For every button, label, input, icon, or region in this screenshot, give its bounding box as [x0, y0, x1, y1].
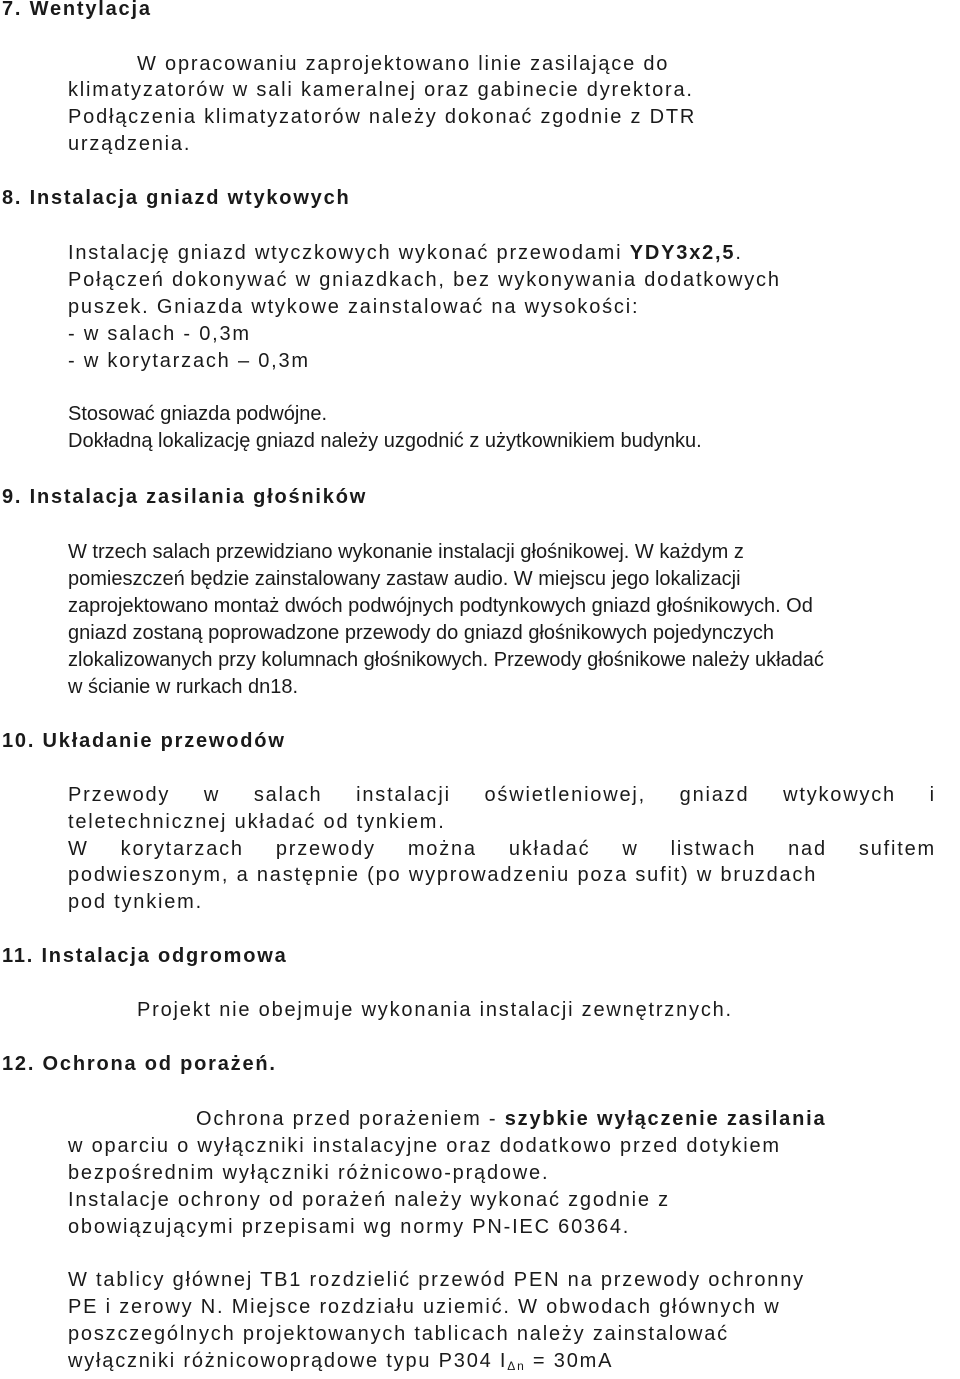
s8-line-1-end: . [735, 242, 743, 264]
s12-line-6: W tablicy głównej TB1 rozdzielić przewód PEN na przewody ochronny [68, 1269, 805, 1291]
s7-line-1: W opracowaniu zaprojektowano linie zasilające do [137, 53, 670, 75]
s10-word: oświetleniowej, [484, 784, 646, 806]
s12-line-1-bold: szybkie wyłączenie zasilania [504, 1108, 827, 1130]
section-11-heading: 11. Instalacja odgromowa [2, 945, 288, 967]
s10-line-3 [68, 836, 936, 862]
s10-word: instalacji [356, 784, 451, 806]
s10-line-5: pod tynkiem. [68, 891, 203, 913]
s12-line-5: obowiązującymi przepisami wg normy PN-IEC 60364. [68, 1216, 631, 1238]
s7-line-4: urządzenia. [68, 133, 192, 155]
s12-line-1-text: Ochrona przed porażeniem - [196, 1108, 505, 1130]
s8-note-2: Dokładną lokalizację gniazd należy uzgodnić z użytkownikiem budynku. [68, 430, 702, 452]
s10-word: gniazd [679, 784, 750, 806]
s12-line-7: PE i zerowy N. Miejsce rozdziału uziemić. W obwodach głównych w [68, 1296, 781, 1318]
s9-line-2: pomieszczeń będzie zainstalowany zastaw audio. W miejscu jego lokalizacji [68, 568, 741, 590]
s7-line-2: klimatyzatorów w sali kameralnej oraz gabinecie dyrektora. [68, 79, 694, 101]
s8-note-1: Stosować gniazda podwójne. [68, 403, 328, 425]
s10-word: Przewody [68, 784, 171, 806]
s10-word: przewody [275, 838, 376, 860]
s8-line-2: Połączeń dokonywać w gniazdkach, bez wykonywania dodatkowych [68, 269, 781, 291]
s12-line-9-end: = 30mA [525, 1350, 614, 1372]
section-10-heading: 10. Układanie przewodów [2, 730, 286, 752]
s9-line-1: W trzech salach przewidziano wykonanie instalacji głośnikowej. W każdym z [68, 541, 744, 563]
s9-line-4: gniazd zostaną poprowadzone przewody do gniazd głośnikowych pojedynczych [68, 622, 774, 644]
s12-line-2: w oparciu o wyłączniki instalacyjne oraz dodatkowo przed dotykiem [68, 1135, 781, 1157]
s10-word: w [622, 838, 639, 860]
s8-line-3: puszek. Gniazda wtykowe zainstalować na wysokości: [68, 296, 640, 318]
cable-type: YDY3x2,5 [629, 242, 736, 264]
s9-line-6: w ścianie w rurkach dn18. [68, 676, 299, 698]
section-8-heading: 8. Instalacja gniazd wtykowych [2, 187, 351, 209]
s10-word: wtykowych [783, 784, 896, 806]
s8-line-1-text: Instalację gniazd wtyczkowych wykonać przewodami [68, 242, 630, 264]
section-9-heading: 9. Instalacja zasilania głośników [2, 486, 368, 508]
s8-line-4: - w salach - 0,3m [68, 323, 251, 345]
s10-line-1 [68, 782, 936, 808]
s10-word: listwach [670, 838, 757, 860]
s12-line-9 [68, 1348, 613, 1379]
section-12-heading: 12. Ochrona od porażeń. [2, 1053, 277, 1075]
s10-word: salach [253, 784, 323, 806]
s12-line-4: Instalacje ochrony od porażeń należy wykonać zgodnie z [68, 1189, 670, 1211]
s10-word: można [407, 838, 477, 860]
s10-word: układać [508, 838, 591, 860]
s10-word: nad [788, 838, 827, 860]
section-7-heading: 7. Wentylacja [2, 0, 152, 20]
delta-n-subscript: Δn [507, 1359, 526, 1373]
s10-word: w [203, 784, 221, 806]
s10-word: W [68, 838, 89, 860]
s10-word: sufitem [858, 838, 936, 860]
s8-line-5: - w korytarzach – 0,3m [68, 350, 310, 372]
s12-line-3: bezpośrednim wyłączniki różnicowo-prądowe. [68, 1162, 550, 1184]
s10-word: korytarzach [120, 838, 244, 860]
s7-line-3: Podłączenia klimatyzatorów należy dokonać zgodnie z DTR [68, 106, 697, 128]
s8-line-1 [68, 240, 743, 266]
s10-word: i [929, 784, 936, 806]
s12-line-1 [196, 1106, 826, 1132]
s11-line: Projekt nie obejmuje wykonania instalacji zewnętrznych. [137, 999, 733, 1021]
s12-line-9-text: wyłączniki różnicowoprądowe typu P304 I [68, 1350, 508, 1372]
s12-line-8: poszczególnych projektowanych tablicach należy zainstalować [68, 1323, 729, 1345]
s10-line-2: teletechnicznej układać od tynkiem. [68, 811, 446, 833]
s9-line-5: zlokalizowanych przy kolumnach głośnikowych. Przewody głośnikowe należy układać [68, 649, 824, 671]
s9-line-3: zaprojektowano montaż dwóch podwójnych podtynkowych gniazd głośnikowych. Od [68, 595, 813, 617]
s10-line-4: podwieszonym, a następnie (po wyprowadzeniu poza sufit) w bruzdach [68, 864, 818, 886]
